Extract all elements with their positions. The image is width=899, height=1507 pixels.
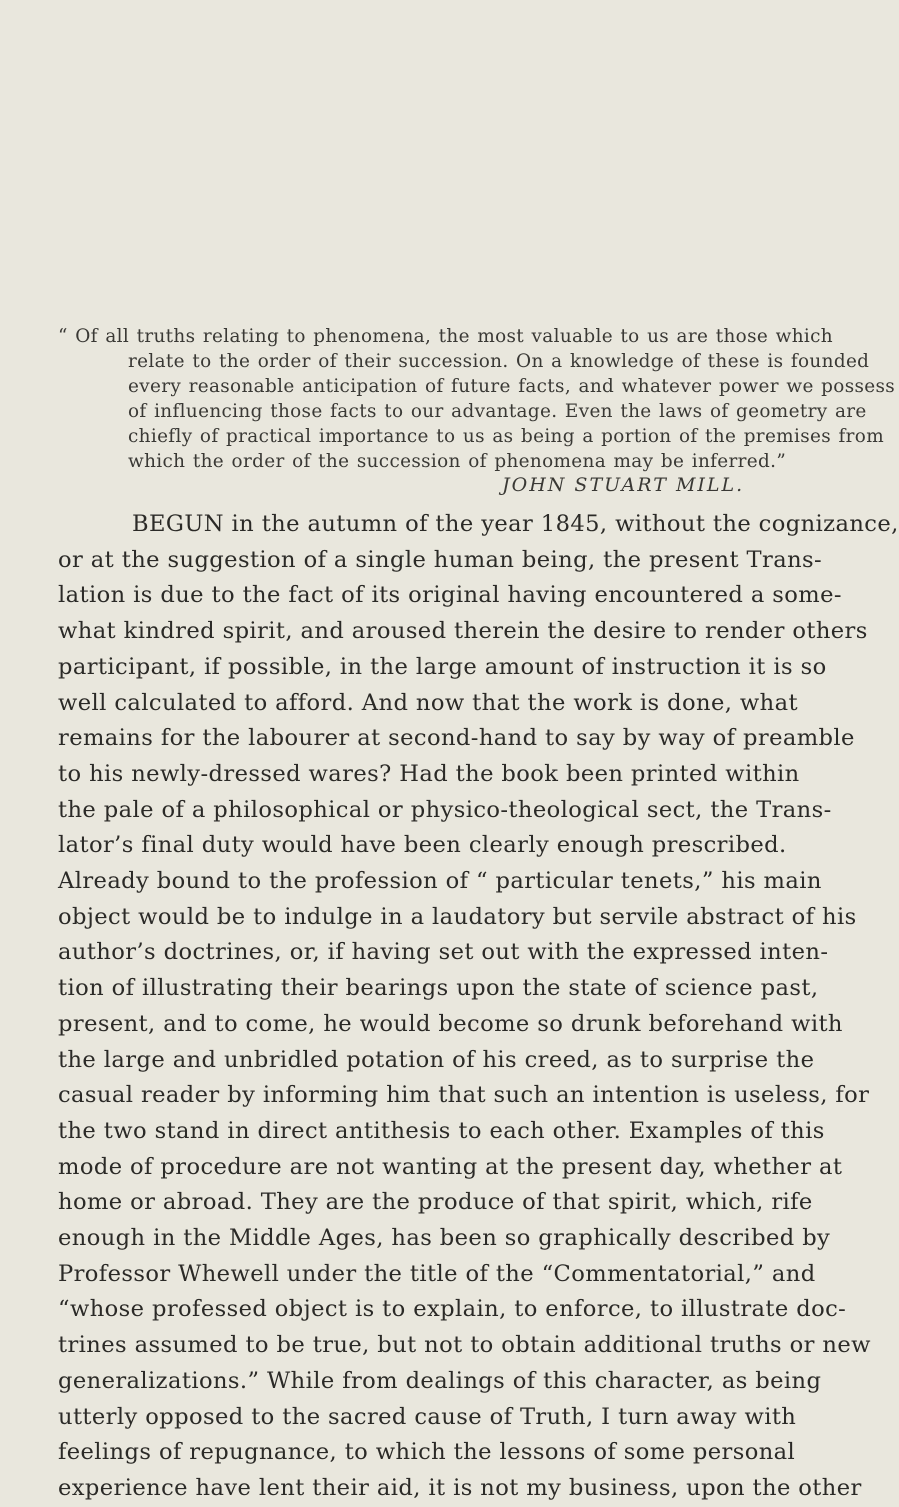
body-line: object would be to indulge in a laudatory but servile abstract of his <box>58 903 857 930</box>
body-line: casual reader by informing him that such an intention is useless, for <box>58 1082 870 1109</box>
body-line: well calculated to afford. And now that the work is done, what <box>58 689 798 716</box>
epigraph-line: every reasonable anticipation of future facts, and whatever power we possess <box>128 376 896 397</box>
body-line: tion of illustrating their bearings upon the state of science past, <box>58 975 819 1002</box>
body-line: “whose professed object is to explain, to enforce, to illustrate doc- <box>58 1296 847 1323</box>
body-line: mode of procedure are not wanting at the present day, whether at <box>58 1153 843 1180</box>
body-line: participant, if possible, in the large amount of instruction it is so <box>58 653 827 680</box>
body-line: the two stand in direct antithesis to each other. Examples of this <box>58 1117 825 1144</box>
body-line: generalizations.” While from dealings of this character, as being <box>58 1367 822 1394</box>
body-line: lation is due to the fact of its original having encountered a some- <box>58 582 842 609</box>
body-line: Professor Whewell under the title of the “Commentatorial,” and <box>58 1260 816 1287</box>
body-line: or at the suggestion of a single human being, the present Trans- <box>58 546 823 573</box>
epigraph-line: which the order of the succession of phenomena may be inferred.” <box>128 451 787 472</box>
body-line: the pale of a philosophical or physico-theological sect, the Trans- <box>58 796 832 823</box>
epigraph-line: “ Of all truths relating to phenomena, the most valuable to us are those which <box>58 326 833 347</box>
epigraph-attribution: JOHN STUART MILL. <box>502 474 745 496</box>
body-line: to his newly-dressed wares? Had the book been printed within <box>58 760 800 787</box>
body-line: BEGUN in the autumn of the year 1845, without the cognizance, <box>132 511 899 537</box>
body-line: experience have lent their aid, it is not my business, upon the other <box>58 1474 862 1501</box>
body-line: what kindred spirit, and aroused therein the desire to render others <box>58 618 868 645</box>
body-line: author’s doctrines, or, if having set out with the expressed inten- <box>58 939 829 966</box>
body-paragraph <box>58 507 899 1507</box>
body-line: trines assumed to be true, but not to obtain additional truths or new <box>58 1332 871 1359</box>
body-line: Already bound to the profession of “ particular tenets,” his main <box>58 868 822 895</box>
body-line: the large and unbridled potation of his creed, as to surprise the <box>58 1046 815 1073</box>
body-line: remains for the labourer at second-hand to say by way of preamble <box>58 725 855 752</box>
body-line: utterly opposed to the sacred cause of Truth, I turn away with <box>58 1403 797 1430</box>
epigraph-line: of influencing those facts to our advantage. Even the laws of geometry are <box>128 401 867 422</box>
body-line: feelings of repugnance, to which the lessons of some personal <box>58 1439 796 1466</box>
body-line: lator’s final duty would have been clearly enough prescribed. <box>58 832 787 859</box>
epigraph-line: chiefly of practical importance to us as being a portion of the premises from <box>128 426 885 447</box>
epigraph-quote <box>58 324 896 474</box>
body-line: enough in the Middle Ages, has been so graphically described by <box>58 1225 831 1252</box>
body-line: present, and to come, he would become so drunk beforehand with <box>58 1010 843 1037</box>
epigraph-line: relate to the order of their succession. On a knowledge of these is founded <box>128 351 870 372</box>
body-line: home or abroad. They are the produce of that spirit, which, rife <box>58 1189 813 1216</box>
